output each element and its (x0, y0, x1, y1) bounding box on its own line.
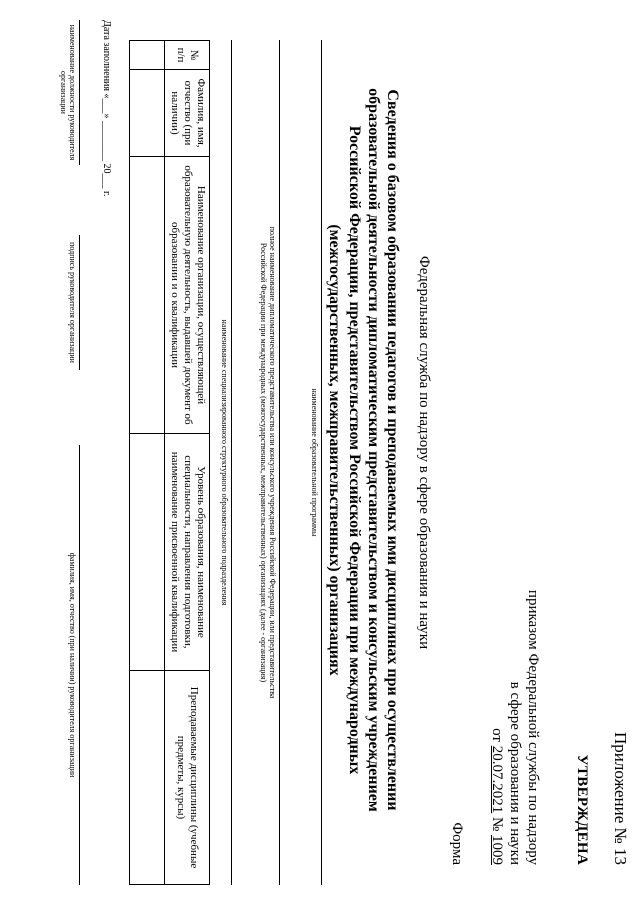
form-label: Форма (449, 822, 465, 865)
col-organization-header: Наименование организации, осуществляющей образовательную деятельность, выдавшей документ об образовании и о квалификации (165, 157, 210, 434)
order-line-2: в сфере образования и науки (507, 681, 523, 865)
table-cell (130, 434, 165, 671)
col-disciplines-header: Преподаваемые дисциплины (учебные предметы, курсы) (165, 671, 210, 885)
position-line (79, 20, 80, 165)
signature-caption: подпись руководителя организации (68, 242, 77, 363)
order-reference (488, 445, 542, 865)
col-number-header: № п/п (165, 41, 210, 70)
col-education-header: Уровень образования, наименование специальности, направления подготовки, наименование присвоенной квалификации (165, 434, 210, 671)
order-number-sign: № (489, 816, 505, 832)
program-caption: наименование образовательной программы (310, 388, 319, 537)
col-name-header: Фамилия, имя, отчество (при наличии) (165, 70, 210, 157)
table-cell (130, 671, 165, 885)
service-name: Федеральная служба по надзору в сфере образования и науки (416, 255, 432, 650)
table-header-row (165, 41, 210, 885)
order-date: 20.07.2021 (489, 745, 505, 814)
fill-date: Дата заполнения «___» ________ 20___ г. (101, 20, 112, 197)
organization-caption-line-1: полное наименование дипломатического представительства или консульского учреждения Российской Федерации, или представительства (268, 226, 277, 699)
head-name-line (79, 445, 80, 885)
document-title: Сведения о базовом образовании педагогов и преподаваемых ими дисциплинах при осуществлении образовательной деятельности дипломатическим представительством и консульским учреждением Российской Федерации, представительством Российской Федерации при международных (межгосударственных, межправительственных) организациях (326, 88, 401, 812)
order-line-1: приказом Федеральной службы по надзору (525, 589, 541, 865)
table-cell (130, 70, 165, 157)
order-line-3 (488, 445, 506, 865)
teachers-table (129, 40, 210, 885)
organization-caption (259, 40, 277, 885)
unit-name-line (231, 40, 232, 885)
organization-name-line (279, 40, 280, 885)
head-name-caption: фамилия, имя, отчество (при наличии) руководителя организации (68, 552, 77, 778)
table-row (130, 41, 165, 885)
table-cell (130, 41, 165, 70)
order-number: 1009 (489, 835, 505, 865)
appendix-number: Приложение № 13 (611, 732, 630, 865)
approved-label: УТВЕРЖДЕНА (574, 754, 590, 865)
order-prefix: от (489, 728, 505, 742)
unit-caption: наименование специализированного структурного образовательного подразделения (220, 319, 229, 606)
position-caption: наименование должности руководителя организации (58, 24, 77, 161)
program-name-line (321, 40, 322, 885)
organization-caption-line-2: Российской Федерации при международных (межгосударственных, межправительственных) организациях (далее - организация) (258, 242, 268, 683)
signature-line (79, 235, 80, 370)
table-cell (130, 157, 165, 434)
